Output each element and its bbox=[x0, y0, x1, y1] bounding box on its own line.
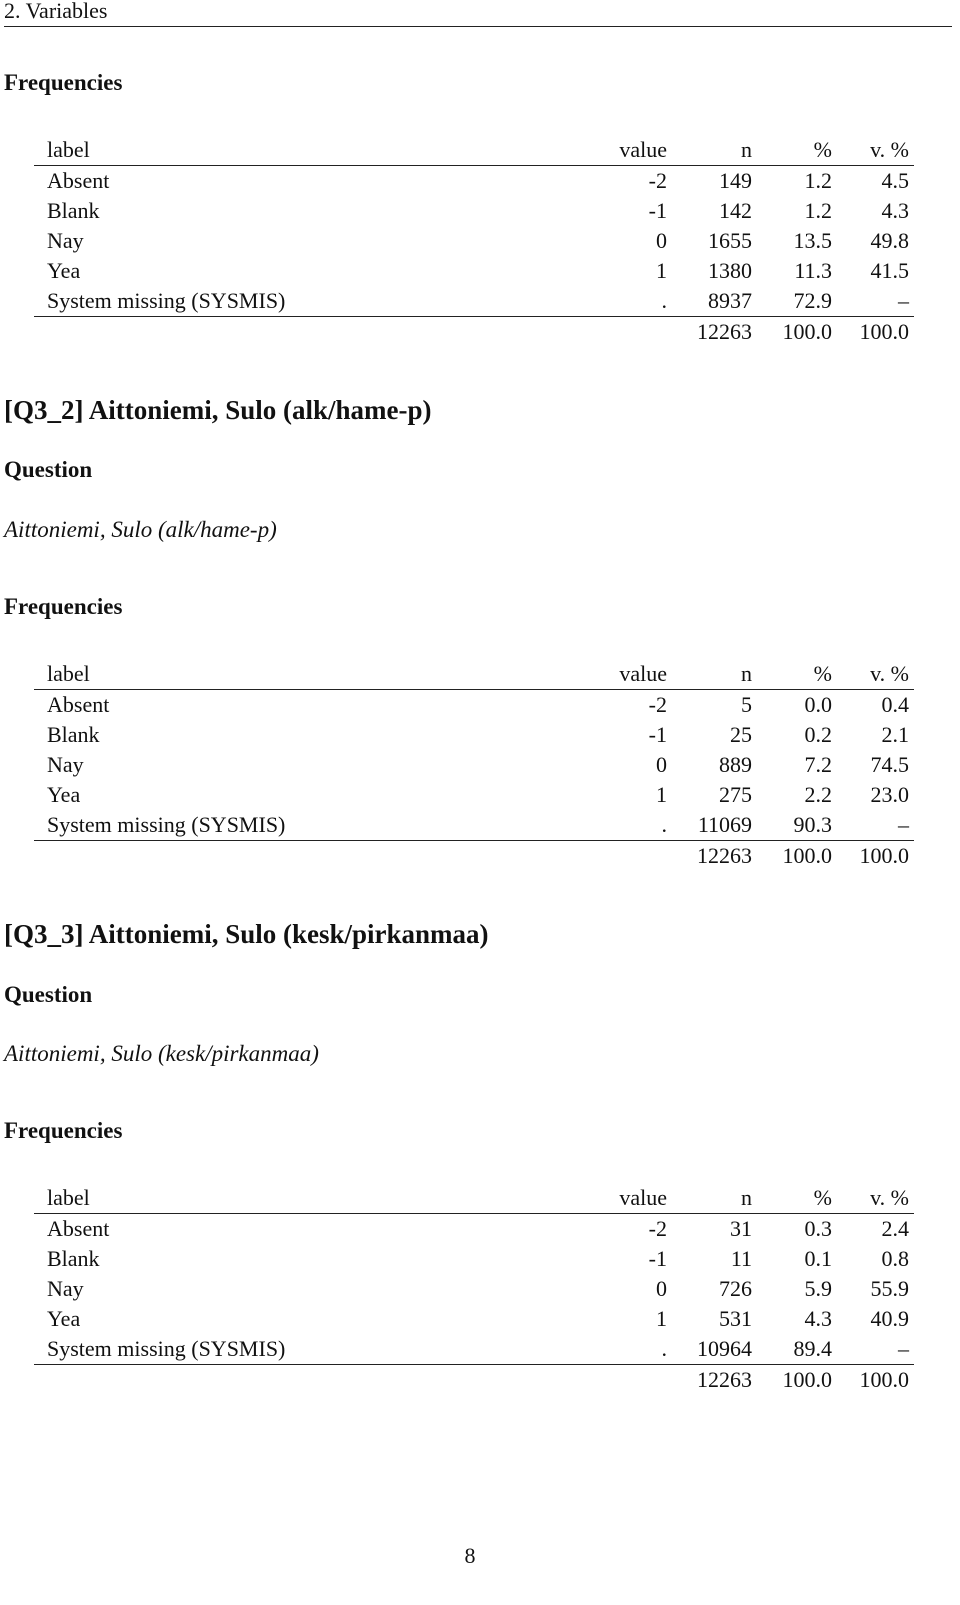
row-label: Yea bbox=[47, 782, 81, 807]
frequency-table bbox=[34, 1183, 914, 1395]
row-percent: 11.3 bbox=[794, 258, 832, 283]
table-row bbox=[34, 1334, 914, 1365]
row-percent: 0.0 bbox=[804, 692, 832, 717]
table-row bbox=[34, 1274, 914, 1304]
row-value: -2 bbox=[648, 692, 667, 717]
row-label: System missing (SYSMIS) bbox=[47, 288, 286, 313]
row-label: Absent bbox=[47, 1216, 110, 1241]
table-total-row bbox=[34, 1365, 914, 1395]
table-row bbox=[34, 1304, 914, 1334]
table-header-row bbox=[34, 659, 914, 690]
row-percent: 1.2 bbox=[804, 168, 832, 193]
row-n: 726 bbox=[719, 1276, 752, 1301]
frequency-table bbox=[34, 659, 914, 871]
row-n: 25 bbox=[730, 722, 752, 747]
row-n: 11 bbox=[730, 1246, 752, 1271]
column-header-value: value bbox=[619, 661, 667, 686]
row-label: Yea bbox=[47, 1306, 81, 1331]
row-percent: 0.3 bbox=[804, 1216, 832, 1241]
frequencies-heading: Frequencies bbox=[4, 1118, 123, 1143]
column-header-value: value bbox=[619, 1185, 667, 1210]
question-heading: Question bbox=[4, 457, 93, 482]
row-valid-percent: 4.3 bbox=[881, 198, 909, 223]
table-header-row bbox=[34, 135, 914, 166]
row-label: Nay bbox=[47, 228, 84, 253]
column-header-percent: % bbox=[813, 137, 832, 162]
row-valid-percent: – bbox=[898, 288, 909, 313]
row-n: 5 bbox=[741, 692, 752, 717]
table-row bbox=[34, 1244, 914, 1274]
question-heading: Question bbox=[4, 982, 93, 1007]
row-n: 1380 bbox=[708, 258, 752, 283]
total-n: 12263 bbox=[697, 1367, 752, 1392]
row-label: Yea bbox=[47, 258, 81, 283]
row-valid-percent: 2.1 bbox=[881, 722, 909, 747]
total-valid-percent: 100.0 bbox=[859, 319, 909, 344]
frequencies-heading: Frequencies bbox=[4, 70, 123, 95]
row-valid-percent: 23.0 bbox=[870, 782, 909, 807]
row-value: . bbox=[661, 288, 667, 313]
row-percent: 1.2 bbox=[804, 198, 832, 223]
row-percent: 5.9 bbox=[804, 1276, 832, 1301]
row-percent: 90.3 bbox=[793, 812, 832, 837]
row-valid-percent: 40.9 bbox=[870, 1306, 909, 1331]
column-header-percent: % bbox=[813, 1185, 832, 1210]
row-valid-percent: 41.5 bbox=[870, 258, 909, 283]
row-value: -1 bbox=[648, 198, 667, 223]
row-percent: 7.2 bbox=[804, 752, 832, 777]
table-total-row bbox=[34, 841, 914, 871]
total-valid-percent: 100.0 bbox=[859, 1367, 909, 1392]
frequencies-heading: Frequencies bbox=[4, 594, 123, 619]
row-percent: 89.4 bbox=[793, 1336, 832, 1361]
row-n: 889 bbox=[719, 752, 752, 777]
variable-title: [Q3_3] Aittoniemi, Sulo (kesk/pirkanmaa) bbox=[4, 919, 489, 949]
table-total-row bbox=[34, 317, 914, 347]
total-percent: 100.0 bbox=[782, 1367, 832, 1392]
row-valid-percent: 0.4 bbox=[881, 692, 909, 717]
question-text: Aittoniemi, Sulo (alk/hame-p) bbox=[4, 517, 277, 542]
column-header-percent: % bbox=[813, 661, 832, 686]
row-value: 1 bbox=[656, 1306, 667, 1331]
row-label: Nay bbox=[47, 752, 84, 777]
page-number: 8 bbox=[464, 1543, 476, 1568]
table-row bbox=[34, 256, 914, 286]
total-n: 12263 bbox=[697, 843, 752, 868]
table-header-row bbox=[34, 1183, 914, 1214]
row-valid-percent: 55.9 bbox=[870, 1276, 909, 1301]
row-n: 275 bbox=[719, 782, 752, 807]
row-percent: 4.3 bbox=[804, 1306, 832, 1331]
row-n: 31 bbox=[730, 1216, 752, 1241]
row-percent: 0.2 bbox=[804, 722, 832, 747]
column-header-label: label bbox=[47, 661, 90, 686]
row-n: 11069 bbox=[697, 812, 752, 837]
column-header-n: n bbox=[741, 1185, 752, 1210]
row-valid-percent: 2.4 bbox=[881, 1216, 909, 1241]
row-label: Blank bbox=[47, 198, 100, 223]
row-valid-percent: 4.5 bbox=[881, 168, 909, 193]
row-label: System missing (SYSMIS) bbox=[47, 1336, 286, 1361]
row-label: Absent bbox=[47, 168, 110, 193]
variable-title: [Q3_2] Aittoniemi, Sulo (alk/hame-p) bbox=[4, 395, 432, 425]
row-value: . bbox=[661, 812, 667, 837]
column-header-value: value bbox=[619, 137, 667, 162]
total-percent: 100.0 bbox=[782, 319, 832, 344]
row-label: Blank bbox=[47, 1246, 100, 1271]
row-valid-percent: – bbox=[898, 1336, 909, 1361]
row-percent: 72.9 bbox=[793, 288, 832, 313]
row-percent: 2.2 bbox=[804, 782, 832, 807]
row-percent: 13.5 bbox=[793, 228, 832, 253]
table-row bbox=[34, 690, 914, 720]
row-value: -1 bbox=[648, 722, 667, 747]
row-label: System missing (SYSMIS) bbox=[47, 812, 286, 837]
row-n: 142 bbox=[719, 198, 752, 223]
column-header-label: label bbox=[47, 137, 90, 162]
row-value: 1 bbox=[656, 782, 667, 807]
row-value: -2 bbox=[648, 168, 667, 193]
column-header-valid-percent: v. % bbox=[870, 137, 909, 162]
column-header-n: n bbox=[741, 661, 752, 686]
row-value: 0 bbox=[656, 228, 667, 253]
row-valid-percent: 0.8 bbox=[881, 1246, 909, 1271]
table-row bbox=[34, 810, 914, 841]
row-label: Absent bbox=[47, 692, 110, 717]
row-value: 1 bbox=[656, 258, 667, 283]
table-row bbox=[34, 226, 914, 256]
row-label: Nay bbox=[47, 1276, 84, 1301]
column-header-n: n bbox=[741, 137, 752, 162]
question-text: Aittoniemi, Sulo (kesk/pirkanmaa) bbox=[4, 1041, 319, 1066]
total-valid-percent: 100.0 bbox=[859, 843, 909, 868]
table-row bbox=[34, 166, 914, 196]
row-value: 0 bbox=[656, 1276, 667, 1301]
row-value: 0 bbox=[656, 752, 667, 777]
row-n: 10964 bbox=[697, 1336, 752, 1361]
row-valid-percent: 74.5 bbox=[870, 752, 909, 777]
row-n: 531 bbox=[719, 1306, 752, 1331]
frequency-table bbox=[34, 135, 914, 347]
row-valid-percent: – bbox=[898, 812, 909, 837]
table-row bbox=[34, 196, 914, 226]
total-n: 12263 bbox=[697, 319, 752, 344]
row-value: . bbox=[661, 1336, 667, 1361]
column-header-valid-percent: v. % bbox=[870, 1185, 909, 1210]
table-row bbox=[34, 720, 914, 750]
row-n: 149 bbox=[719, 168, 752, 193]
row-n: 1655 bbox=[708, 228, 752, 253]
row-percent: 0.1 bbox=[804, 1246, 832, 1271]
table-row bbox=[34, 286, 914, 317]
table-row bbox=[34, 750, 914, 780]
table-row bbox=[34, 1214, 914, 1244]
row-valid-percent: 49.8 bbox=[870, 228, 909, 253]
row-value: -2 bbox=[648, 1216, 667, 1241]
table-row bbox=[34, 780, 914, 810]
row-value: -1 bbox=[648, 1246, 667, 1271]
row-label: Blank bbox=[47, 722, 100, 747]
total-percent: 100.0 bbox=[782, 843, 832, 868]
column-header-label: label bbox=[47, 1185, 90, 1210]
row-n: 8937 bbox=[708, 288, 752, 313]
column-header-valid-percent: v. % bbox=[870, 661, 909, 686]
running-head: 2. Variables bbox=[4, 0, 952, 27]
